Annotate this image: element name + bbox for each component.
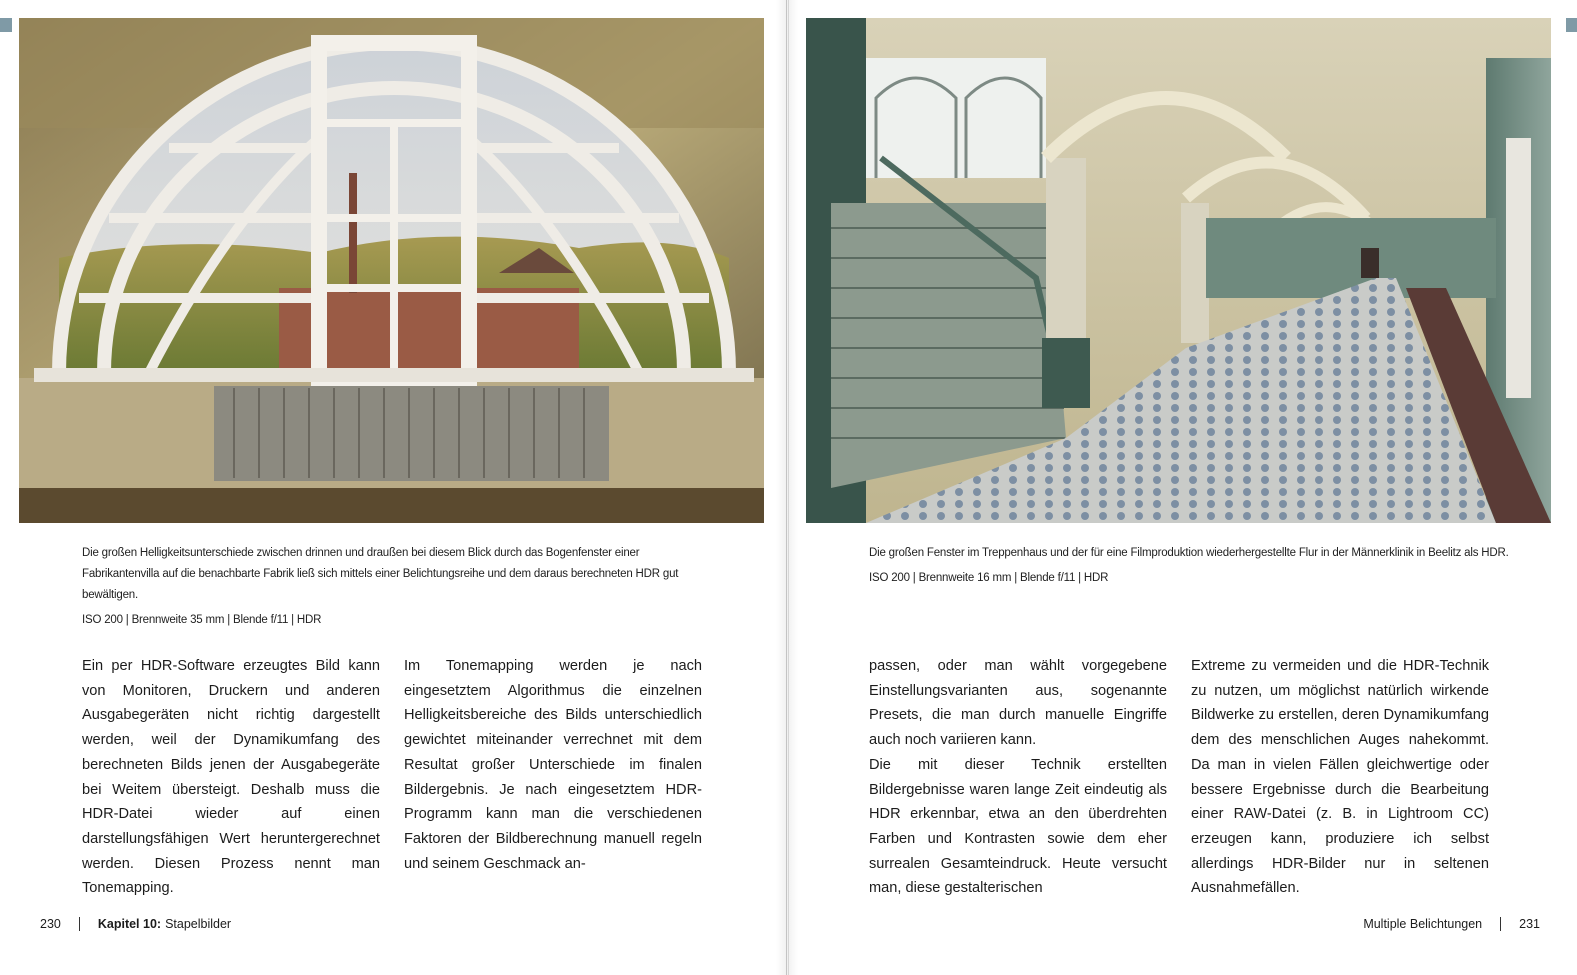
page-number: 230 [40, 917, 61, 931]
left-footer [40, 917, 231, 931]
caption-text: Die großen Helligkeitsunterschiede zwischen drinnen und draußen bei diesem Blick durch das Bogenfenster einer Fabrikantenvilla auf die benachbarte Fabrik ließ sich mittels einer Belichtungsreihe und dem daraus berechneten HDR gut bewältigen. [82, 547, 679, 601]
section-title: Multiple Belichtungen [1363, 917, 1483, 931]
right-page [788, 0, 1577, 975]
left-photo-caption [82, 543, 702, 631]
arched-window-illustration [19, 18, 764, 523]
page-corner-marker [0, 18, 12, 32]
page-number: 231 [1519, 917, 1540, 931]
arched-window-photo [19, 18, 764, 523]
corridor-illustration [806, 18, 1551, 523]
body-column-4 [1191, 654, 1489, 901]
footer-divider [79, 917, 80, 931]
footer-divider [1500, 917, 1501, 931]
caption-exif: ISO 200 | Brennweite 16 mm | Blende f/11 | HDR [869, 572, 1109, 584]
body-column-3 [869, 654, 1167, 901]
right-footer [1363, 917, 1540, 931]
chapter-label: Kapitel 10: [97, 917, 162, 931]
body-paragraph: Ein per HDR-Software erzeugtes Bild kann von Monitoren, Druckern und anderen Ausgabegeräten nicht richtig dargestellt werden, weil der Dynamikumfang des berechneten Bilds jenen der Ausgabegeräte bei Weitem übersteigt. Deshalb muss die HDR-Datei wieder auf einen darstellungsfähigen Wert heruntergerechnet werden. Diesen Prozess nennt man Tonemapping. [82, 658, 380, 897]
left-page [0, 0, 787, 975]
stairwell-corridor-photo [806, 18, 1551, 523]
book-gutter [776, 0, 798, 975]
caption-text: Die großen Fenster im Treppenhaus und der für eine Filmproduktion wiederhergestellte Flur in der Männerklinik in Beelitz als HDR. [869, 547, 1509, 559]
body-paragraph: passen, oder man wählt vorgegebene Einstellungsvarianten aus, sogenannte Presets, die man durch manuelle Eingriffe auch noch variieren kann. [869, 658, 1167, 749]
body-column-1 [82, 654, 380, 901]
body-paragraph: Extreme zu vermeiden und die HDR-Technik zu nutzen, um möglichst natürlich wirkende Bildwerke zu erstellen, deren Dynamikumfang dem des menschlichen Auges nahekommt. Da man in vielen Fällen gleichwertige oder bessere Ergebnisse durch die Bearbeitung einer RAW-Datei (z. B. in Lightroom CC) erzeugen kann, produziere ich selbst allerdings HDR-Bilder nur in seltenen Ausnahmefällen. [1191, 658, 1489, 897]
caption-exif: ISO 200 | Brennweite 35 mm | Blende f/11 | HDR [82, 614, 322, 626]
body-paragraph: Die mit dieser Technik erstellten Bildergebnisse waren lange Zeit eindeutig als HDR erkennbar, etwa an den überdrehten Farben und Kontrasten sowie dem eher surrealen Gesamteindruck. Heute versucht man, diese gestalterischen [869, 756, 1167, 897]
right-photo-caption [869, 543, 1529, 589]
body-column-2 [404, 654, 702, 876]
chapter-title: Stapelbilder [165, 917, 232, 931]
body-paragraph: Im Tonemapping werden je nach eingesetztem Algorithmus die einzelnen Helligkeitsbereiche des Bilds unterschiedlich gewichtet miteinander verrechnet mit dem Resultat großer Unterschiede im finalen Bildergebnis. Je nach eingesetztem HDR-Programm kann man die verschiedenen Faktoren der Bildberechnung manuell regeln und seinem Geschmack an- [404, 658, 702, 872]
page-corner-marker [1566, 18, 1577, 32]
